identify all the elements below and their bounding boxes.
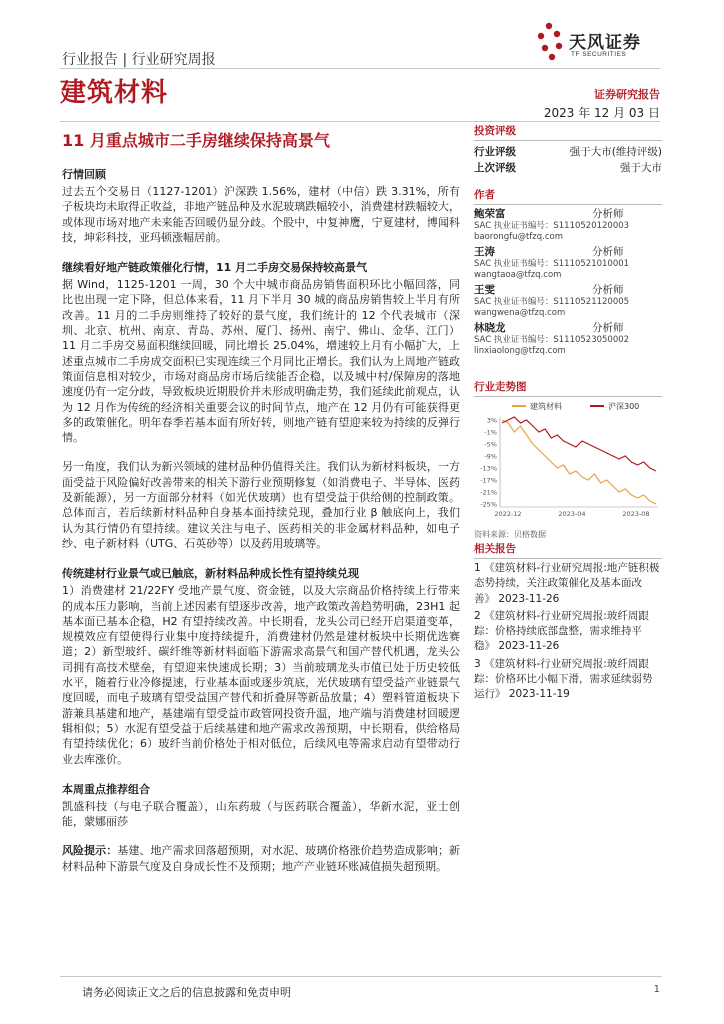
related-heading: 相关报告 bbox=[474, 540, 662, 559]
risk-title: 风险提示： bbox=[62, 844, 118, 858]
page-number: 1 bbox=[653, 984, 660, 995]
analyst-sac: SAC 执业证书编号：S1110521010001 bbox=[474, 259, 630, 269]
analyst-name: 王涛 bbox=[474, 246, 495, 258]
x-tick-label: 2023-08 bbox=[622, 510, 650, 518]
section-text: 另一角度，我们认为新兴领域的建材品种仍值得关注。我们认为新材料板块，一方面受益于风险偏好改善带来的相关下游行业预期修复（如消费电子、半导体、医药及新能源），另一方面部分材料（如光伏玻璃）也有望受益于供给侧的控制政策。总体而言，若后续新材料品种自身基本面持续兑现，叠加行业 β 触底向上，我们认为其行情仍有望持续。建议关注与电子、医药相关的非金属材料品种，如电子纱、电子新材料（UTG、石英砂等）以及药用玻璃等。 bbox=[62, 460, 460, 550]
rating-panel bbox=[474, 122, 662, 176]
report-type: 行业报告 | 行业研究周报 bbox=[62, 52, 216, 68]
series-line bbox=[502, 420, 656, 504]
related-report-date: 2023-11-19 bbox=[508, 688, 570, 701]
y-tick-label: -5% bbox=[484, 440, 497, 449]
chart-source: 资料来源：贝格数据 bbox=[474, 530, 546, 539]
authors-heading: 作者 bbox=[474, 186, 662, 205]
analyst-title: 分析师 bbox=[592, 208, 624, 220]
analyst-title: 分析师 bbox=[592, 322, 624, 334]
brand-logo bbox=[537, 22, 667, 66]
related-report-item[interactable]: 2 《建筑材料-行业研究周报:玻纤周跟踪：价格持续底部盘整，需求维持平稳》 2023-11-26 bbox=[474, 609, 649, 653]
series-line bbox=[502, 417, 656, 471]
section-title: 本周重点推荐组合 bbox=[62, 782, 150, 796]
analyst-name: 鲍荣富 bbox=[474, 208, 506, 220]
risk-text bbox=[62, 843, 460, 874]
analyst-card bbox=[474, 322, 662, 357]
y-tick-label: 3% bbox=[486, 416, 497, 425]
y-tick-label: -13% bbox=[480, 464, 497, 473]
y-tick-label: -9% bbox=[484, 452, 497, 461]
analyst-name: 林晓龙 bbox=[474, 322, 506, 334]
related-report-item[interactable]: 1 《建筑材料-行业研究周报:地产链积极态势持续，关注政策催化及基本面改善》 2023-11-26 bbox=[474, 562, 660, 605]
logo-mark-icon bbox=[537, 22, 567, 62]
footer-disclaimer: 请务必阅读正文之后的信息披露和免责申明 bbox=[82, 986, 291, 999]
footer-divider bbox=[60, 976, 662, 977]
report-date: 2023 年 12 月 03 日 bbox=[543, 106, 660, 120]
analyst-email[interactable]: baorongfu@tfzq.com bbox=[474, 232, 564, 242]
analyst-title: 分析师 bbox=[592, 284, 624, 296]
trend-panel bbox=[474, 378, 662, 540]
analyst-name: 王雯 bbox=[474, 284, 495, 296]
authors-panel bbox=[474, 186, 662, 357]
rating-row: 行业评级 强于大市(维持评级) bbox=[474, 146, 662, 158]
x-tick-label: 2022-12 bbox=[494, 510, 522, 518]
report-category: 证券研究报告 bbox=[594, 88, 660, 101]
related-report-date: 2023-11-26 bbox=[498, 592, 560, 605]
section-text: 凯盛科技（与电子联合覆盖），山东药玻（与医药联合覆盖），华新水泥，亚士创能，蒙娜丽莎 bbox=[62, 799, 460, 829]
trend-heading: 行业走势图 bbox=[474, 378, 662, 397]
section-title: 行情回顾 bbox=[62, 168, 106, 181]
analyst-card bbox=[474, 284, 662, 319]
rating-row: 上次评级 强于大市 bbox=[474, 162, 662, 174]
industry-title: 建筑材料 bbox=[60, 78, 169, 108]
analyst-email[interactable]: wangtaoa@tfzq.com bbox=[474, 270, 562, 280]
brand-name-cn: 天风证券 bbox=[569, 33, 641, 53]
main-content bbox=[62, 166, 460, 874]
analyst-email[interactable]: linxiaolong@tfzq.com bbox=[474, 346, 566, 356]
y-tick-label: -25% bbox=[480, 500, 497, 509]
analyst-sac: SAC 执业证书编号：S1110521120005 bbox=[474, 297, 630, 307]
related-report-date: 2023-11-26 bbox=[498, 640, 560, 653]
rating-heading: 投资评级 bbox=[474, 122, 662, 141]
section-text: 1）消费建材 21/22FY 受地产景气度、资金链，以及大宗商品价格持续上行带来的成本压力影响，当前上述因素有望逐步改善，地产政策改善趋势明确，23H1 起基本面已基本企稳，H2 有望持续改善。中长期看，龙头公司已经开启渠道变革，规模效应有望使得行业集中度持续提升，消费建材仍然是建材板块中长期优选赛道；2）新型玻纤、碳纤维等新材料面临下游需求高景气和国产替代机遇，龙头公司拥有高技术壁垒，有望迎来快速成长期；3）当前玻璃龙头市值已处于历史较低水平，随着行业冷修提速，行业基本面或逐步筑底，光伏玻璃有望受益产业链景气度回暖，而电子玻璃有望受益国产替代和折叠屏等新品放量；4）塑料管道板块下游兼具基建和地产，基建端有望受益市政管网投资升温，地产端与消费建材回暖逻辑相似；5）水泥有望受益于后续基建和地产需求改善预期，中长期看，供给格局有望持续优化；6）玻纤当前价格处于相对低位，后续风电等需求启动有望带动行业去库涨价。 bbox=[62, 584, 460, 766]
y-tick-label: -1% bbox=[484, 428, 497, 437]
risk-body: 基建、地产需求回落超预期，对水泥、玻璃价格涨价趋势造成影响；新材料品种下游景气度及自身成长性不及预期；地产产业链环账减值损失超预期。 bbox=[62, 844, 461, 873]
analyst-card bbox=[474, 208, 662, 243]
analyst-title: 分析师 bbox=[592, 246, 624, 258]
divider bbox=[60, 68, 660, 69]
section-title: 传统建材行业景气或已触底，新材料品种成长性有望持续兑现 bbox=[62, 567, 359, 581]
section-title: 继续看好地产链政策催化行情，11 月二手房交易保持较高景气 bbox=[62, 261, 368, 275]
trend-chart bbox=[474, 397, 662, 523]
y-tick-label: -17% bbox=[480, 476, 497, 485]
x-tick-label: 2023-04 bbox=[558, 510, 586, 518]
related-panel bbox=[474, 540, 662, 703]
analyst-sac: SAC 执业证书编号：S1110523050002 bbox=[474, 335, 630, 345]
section-text: 过去五个交易日（1127-1201）沪深跌 1.56%，建材（中信）跌 3.31%，所有子板块均未取得正收益，非地产链品种及水泥玻璃跌幅较小，消费建材跌幅较大，或体现市场对地产未来能否回暖仍显分歧。个股中，中复神鹰，宁夏建材，博闻科技，坤彩科技，亚玛顿涨幅居前。 bbox=[62, 185, 460, 244]
analyst-sac: SAC 执业证书编号：S1110520120003 bbox=[474, 221, 630, 231]
y-tick-label: -21% bbox=[480, 488, 497, 497]
related-report-item[interactable]: 3 《建筑材料-行业研究周报:玻纤周跟踪：价格环比小幅下滑，需求延续弱势运行》 2023-11-19 bbox=[474, 657, 653, 701]
legend-label: 建筑材料 bbox=[530, 402, 562, 411]
legend-label: 沪深300 bbox=[608, 402, 640, 411]
page-title: 11 月重点城市二手房继续保持高景气 bbox=[62, 131, 330, 150]
analyst-email[interactable]: wangwena@tfzq.com bbox=[474, 308, 566, 318]
analyst-card bbox=[474, 246, 662, 281]
brand-name-en: TF SECURITIES bbox=[571, 51, 627, 58]
section-text: 据 Wind，1125-1201 一周，30 个大中城市商品房销售面积环比小幅回落，同比也出现一定下降，但总体来看，11 月下半月 30 城的商品房销售较上半月有所改善。11 月的二手房则维持了较好的景气度，我们统计的 12 个代表城市（深圳、北京、杭州、南京、青岛、苏州、厦门、扬州、南宁、佛山、金华、江门）11 月二手房交易面积继续回暖，同比增长 25.04%，增速较上月有小幅扩大，上述重点城市二手房成交面积已实现连续三个月同比正增长。我们认为上周地产链政策面信息相对较少，市场对商品房市场后续能否企稳，以及城中村/保障房的落地速度仍有一定分歧，导致板块近期股价并未形成明确走势，我们延续此前观点，认为 12 月作为传统的经济相关重要会议的时间节点，地产在 12 月仍有可能获得更多的政策催化。明年春季若基本面有所好转，则地产链有望迎来较为持续的反弹行情。 bbox=[62, 278, 460, 445]
